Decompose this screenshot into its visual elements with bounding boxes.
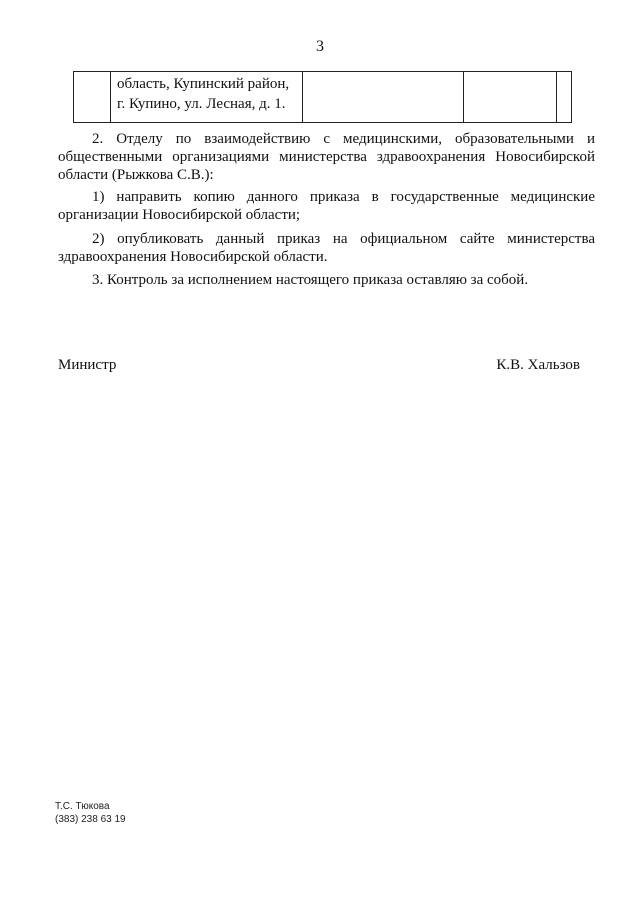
executor-phone: (383) 238 63 19 [55,814,126,825]
page-number: 3 [316,38,324,55]
paragraph-3 [58,271,595,289]
table-cell-number [74,72,111,123]
executor-name: Т.С. Тюкова [55,801,110,812]
paragraph-2 [58,130,595,184]
table-cell-address [111,72,303,123]
table-cell-empty-1 [303,72,464,123]
address-line-1: область, Купинский район, [117,76,290,92]
paragraph-2-2-line-1: 2) опубликовать данный приказ на официальном сайте министерства [92,231,595,247]
table-row [74,72,572,123]
paragraph-2-1-line-1: 1) направить копию данного приказа в государственные медицинские [92,189,595,205]
paragraph-2-2 [58,230,595,266]
executor-info [55,800,126,826]
signature-title: Министр [58,357,117,373]
table-cell-empty-3 [557,72,572,123]
table-cell-empty-2 [464,72,557,123]
paragraph-2-line-3: области (Рыжкова С.В.): [58,167,214,183]
paragraph-2-line-2: общественными организациями министерства здравоохранения Новосибирской [58,149,595,165]
paragraph-2-1 [58,188,595,224]
paragraph-3-line-1: 3. Контроль за исполнением настоящего приказа оставляю за собой. [92,272,529,288]
paragraph-2-1-line-2: организации Новосибирской области; [58,207,301,223]
address-line-2: г. Купино, ул. Лесная, д. 1. [117,96,286,112]
paragraph-2-2-line-2: здравоохранения Новосибирской области. [58,249,328,265]
document-table [73,71,572,123]
paragraph-2-line-1: 2. Отделу по взаимодействию с медицинскими, образовательными и [92,131,595,147]
signature-name: К.В. Хальзов [496,357,580,373]
